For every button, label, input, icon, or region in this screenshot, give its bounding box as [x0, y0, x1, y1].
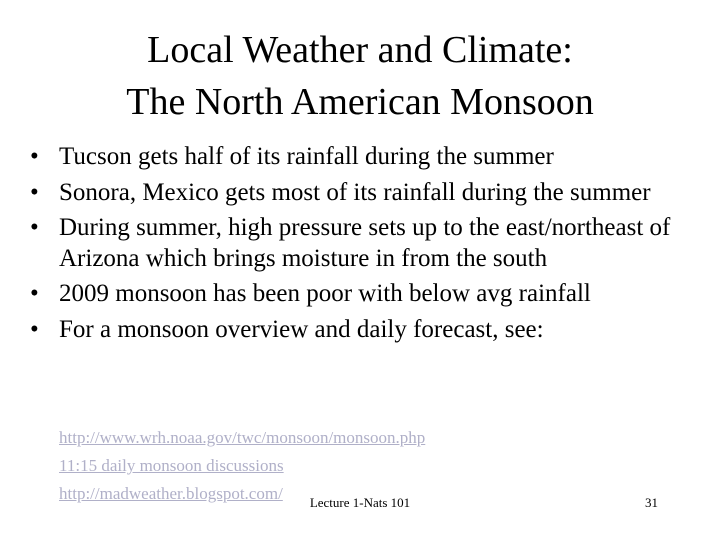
bullet-text: During summer, high pressure sets up to the east/northeast of Arizona which brings moisture in from the south: [59, 214, 671, 272]
bullet-item: [30, 178, 690, 209]
page-number: 31: [645, 495, 658, 510]
title-line-1: Local Weather and Climate:: [147, 29, 573, 71]
noaa-monsoon-link[interactable]: http://www.wrh.noaa.gov/twc/monsoon/monsoon.php: [59, 428, 426, 447]
bullet-item: [30, 213, 690, 274]
bullet-dot-icon: •: [30, 280, 39, 307]
bullet-text: Sonora, Mexico gets most of its rainfall during the summer: [59, 178, 651, 206]
footer-lecture: Lecture 1-Nats 101: [309, 495, 411, 510]
bullet-dot-icon: •: [30, 315, 39, 343]
bullet-text: For a monsoon overview and daily forecast, see:: [59, 315, 544, 343]
bullet-dot-icon: •: [30, 178, 39, 206]
bullet-dot-icon: •: [30, 214, 39, 241]
bullet-list: [30, 142, 690, 350]
title-line-2: The North American Monsoon: [126, 81, 594, 123]
bullet-item: [30, 315, 690, 346]
slide-title: [0, 24, 720, 128]
bullet-item: [30, 279, 690, 310]
daily-discussions-link[interactable]: 11:15 daily monsoon discussions: [59, 456, 284, 475]
bullet-text: 2009 monsoon has been poor with below avg rainfall: [59, 280, 591, 307]
madweather-blog-link[interactable]: http://madweather.blogspot.com/: [59, 484, 283, 503]
bullet-item: [30, 142, 690, 173]
bullet-text: Tucson gets half of its rainfall during the summer: [59, 143, 554, 170]
bullet-dot-icon: •: [30, 143, 39, 170]
